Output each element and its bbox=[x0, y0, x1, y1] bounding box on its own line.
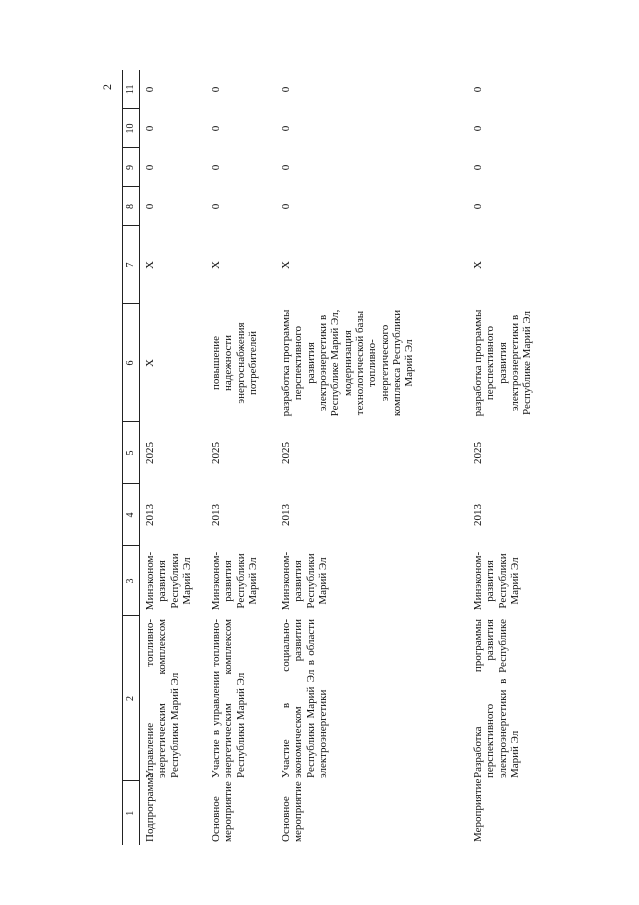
row-result: разработка программы перспективного развития электроэнергетики в Республике Марий Эл bbox=[472, 309, 534, 417]
col-header-10: 10 bbox=[123, 109, 140, 148]
col-header-7: 7 bbox=[123, 226, 140, 304]
table-row bbox=[206, 70, 276, 845]
row-end-year: 2025 bbox=[472, 442, 484, 464]
row-col10: 0 bbox=[144, 125, 156, 132]
row-start-year: 2013 bbox=[144, 504, 156, 526]
row-result: X bbox=[144, 359, 156, 367]
row-col7: X bbox=[472, 261, 484, 269]
row-type: Основное мероприятие bbox=[280, 781, 305, 842]
row-start-year: 2013 bbox=[280, 504, 292, 526]
row-result: повышение надежности энергоснабжения потребителей bbox=[210, 322, 259, 404]
row-executor: Минэконом-развития Республики Марий Эл bbox=[144, 551, 193, 611]
row-col7: X bbox=[280, 261, 292, 269]
program-table bbox=[122, 70, 534, 845]
col-header-5: 5 bbox=[123, 422, 140, 484]
row-executor: Минэконом-развития Республики Марий Эл bbox=[472, 551, 521, 611]
row-col10: 0 bbox=[210, 125, 222, 132]
row-col9: 0 bbox=[472, 164, 484, 171]
col-header-4: 4 bbox=[123, 484, 140, 546]
col-header-8: 8 bbox=[123, 187, 140, 226]
row-col9: 0 bbox=[280, 164, 292, 171]
row-col8: 0 bbox=[144, 203, 156, 210]
row-col11: 0 bbox=[210, 86, 222, 93]
table-row bbox=[140, 70, 207, 845]
row-col8: 0 bbox=[210, 203, 222, 210]
row-executor: Минэконом-развития Республики Марий Эл bbox=[280, 551, 329, 611]
row-col11: 0 bbox=[144, 86, 156, 93]
row-col11: 0 bbox=[280, 86, 292, 93]
row-result: разработка программы перспективного развития электроэнергетики в Республике Марий Эл, модернизация технологической базы топливно-энергетического комплекса Республики Марий Эл bbox=[280, 309, 416, 417]
row-col8: 0 bbox=[280, 203, 292, 210]
row-col10: 0 bbox=[472, 125, 484, 132]
row-end-year: 2025 bbox=[280, 442, 292, 464]
row-title: Участие в управлении топливно-энергетическим комплексом Республики Марий Эл bbox=[210, 619, 247, 778]
row-end-year: 2025 bbox=[210, 442, 222, 464]
row-end-year: 2025 bbox=[144, 442, 156, 464]
col-header-6: 6 bbox=[123, 304, 140, 422]
row-start-year: 2013 bbox=[210, 504, 222, 526]
measures-table bbox=[122, 70, 534, 845]
row-title: Разработка программы перспективного развития электроэнергетики в Республике Марий Эл bbox=[472, 619, 521, 778]
row-title: Участие в социально-экономическом развитии Республики Марий Эл в области электроэнергетики bbox=[280, 619, 329, 778]
table-row bbox=[468, 70, 534, 845]
row-col10: 0 bbox=[280, 125, 292, 132]
col-header-1: 1 bbox=[123, 781, 140, 845]
row-col7: X bbox=[210, 261, 222, 269]
row-type: Подпрограмма bbox=[144, 772, 156, 842]
col-header-11: 11 bbox=[123, 70, 140, 109]
row-col11: 0 bbox=[472, 86, 484, 93]
col-header-9: 9 bbox=[123, 148, 140, 187]
row-title: Управление топливно-энергетическим комплексом Республики Марий Эл bbox=[144, 619, 181, 778]
row-col8: 0 bbox=[472, 203, 484, 210]
row-col7: X bbox=[144, 261, 156, 269]
row-start-year: 2013 bbox=[472, 504, 484, 526]
row-col9: 0 bbox=[144, 164, 156, 171]
page-number: 2 bbox=[100, 84, 114, 90]
row-col9: 0 bbox=[210, 164, 222, 171]
col-header-3: 3 bbox=[123, 546, 140, 616]
table-row bbox=[276, 70, 468, 845]
row-executor: Минэконом-развития Республики Марий Эл bbox=[210, 551, 259, 611]
row-type: Мероприятие bbox=[472, 778, 484, 842]
row-type: Основное мероприятие bbox=[210, 781, 235, 842]
header-row bbox=[123, 70, 140, 845]
col-header-2: 2 bbox=[123, 616, 140, 781]
